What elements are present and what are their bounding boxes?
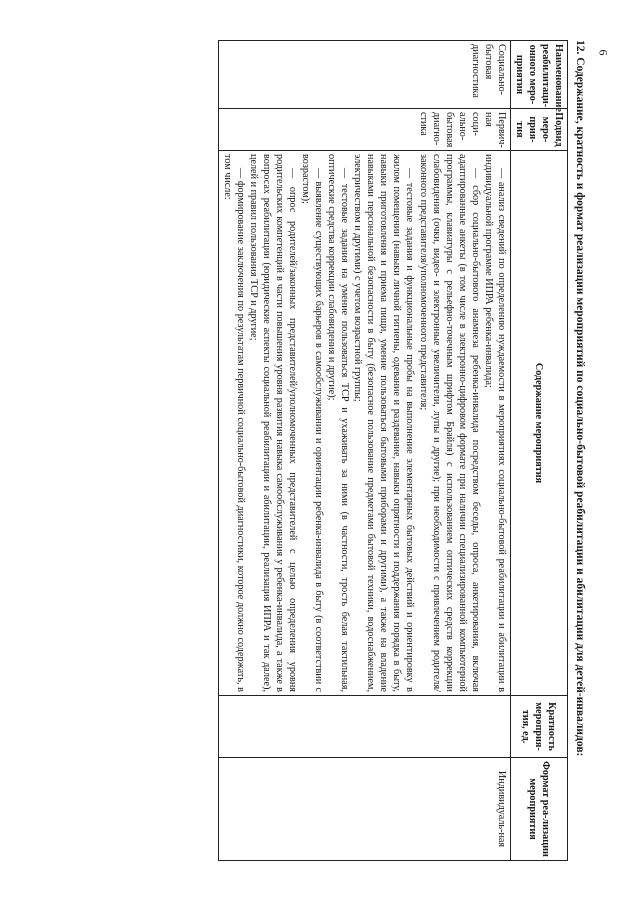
content-paragraph: — опрос родителей/законных представителей/уполномоченных представителей с целью определения уровня родительских компетенций в части повышения уровня развития навыка самообслуживания у ребенка-инвалида, а также в вопросах реабилитации (юридические аспекты социальной реабилитации и абилитации, реализация ИПРА и так далее), целей и правил пользования ТСР и другие;: [247, 154, 299, 692]
content-paragraph: — анализ сведений по определению нуждаемости в мероприятиях социально-бытовой реабилитации и абилитации в индивидуальной программе ИПРА ребенка-инвалида;: [482, 154, 507, 692]
table-row: [218, 41, 510, 861]
content-paragraph: — сбор социально-бытового анамнеза ребенка-инвалида посредством беседы, опроса, анкетирования, включая адаптированные анкеты (в том числе в электронно-цифровом формате при наличии специализированной компьютерной программы, клавиатуры с рельефно-точечным шрифтом Брайля) с использованием оптических средств коррекции слабовидения (очки, видео- и электронные увеличители, лупы и другие); при необходимости с привлечением родителя/законного представителя/уполномоченного представителя;: [417, 154, 481, 692]
header-subtype: Подвид меро-прия-тия: [510, 109, 567, 151]
content-paragraph: — выявление существующих барьеров в самообслуживании и ориентации ребенка-инвалида в быту (в соответствии с возрастом);: [300, 154, 325, 692]
table-header-row: [510, 41, 567, 861]
cell-content: [218, 151, 510, 696]
header-content: Содержание мероприятия: [510, 151, 567, 696]
header-name: Наименование реабилитаци-онного меро-приятия: [510, 41, 567, 109]
measures-table: [218, 40, 568, 861]
cell-subtype: Первич-ная соци-ально-бытовая диагно-стика: [218, 109, 510, 151]
content-paragraph: — тестовые задания на умение пользоваться ТСР и ухаживать за ними (в частности, трость белая тактильная, оптические средства коррекции слабовидения и другие);: [326, 154, 351, 692]
page-number: 6: [596, 49, 611, 56]
cell-frequency: [218, 696, 510, 758]
content-paragraph: — тестовые задания и функциональные пробы на выполнение элементарных бытовых действий и ориентировку в жилом помещении (навыки личной гигиены, одевание и раздевание, навыки опрятности и поддержания порядка в быту, навыки приготовления и приема пищи, умение пользоваться бытовыми приборами и другими), а также на владение навыками персональной безопасности в быту (безопасное пользование предметами бытовой техники, водоснабжением, электричеством и другими) с учетом возрастной группы;: [352, 154, 416, 692]
header-format: Формат реа-лизации мероприятия: [510, 758, 567, 861]
cell-name: Социально-бытовая диагностика: [218, 41, 510, 109]
content-paragraph: — формирование заключения по результатам первичной социально-бытовой диагностики, которое должно содержать, в том числе:: [221, 154, 246, 692]
cell-format: Индивидуаль-ная: [218, 758, 510, 861]
header-frequency: Кратность мероприя-тия, ед.: [510, 696, 567, 758]
rotated-document-canvas: [40, 0, 600, 900]
section-title: 12. Содержание, кратность и формат реализации мероприятий по социально-бытовой реабилитации и абилитации для детей-инвалидов:: [574, 40, 586, 757]
